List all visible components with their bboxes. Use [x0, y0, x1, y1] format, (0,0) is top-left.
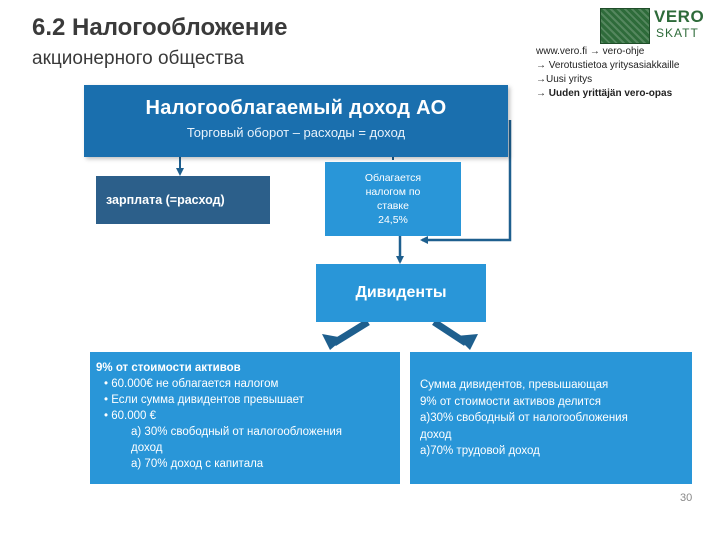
excess-line: а)70% трудовой доход — [420, 445, 540, 457]
slide-title: 6.2 Налогообложение — [32, 14, 288, 41]
bullet-item: • 60.000€ не облагается налогом — [104, 378, 279, 390]
excess-line: Сумма дивидентов, превышающая — [420, 379, 609, 391]
tax-rate-box — [325, 162, 461, 236]
salary-box: зарплата (=расход) — [96, 176, 270, 224]
asset-threshold-box — [90, 352, 400, 484]
dividends-box: Дивиденты — [316, 264, 486, 322]
sub-item: а) 30% свободный от налогообложения — [131, 426, 343, 438]
sub-item: а) 70% доход с капитала — [131, 458, 264, 470]
tax-rate-line: ставке — [377, 200, 409, 212]
link-uusi-yritys[interactable]: →Uusi yritys — [536, 74, 593, 85]
taxable-income-formula: Торговый оборот – расходы = доход — [186, 125, 406, 140]
sub-item: доход — [131, 442, 163, 454]
asset-threshold-heading: 9% от стоимости активов — [96, 362, 241, 374]
excess-line: доход — [420, 428, 452, 441]
excess-dividends-box — [410, 352, 692, 484]
page-number: 30 — [680, 492, 693, 504]
tax-rate-value: 24,5% — [378, 214, 408, 226]
taxable-income-box — [84, 85, 508, 157]
taxable-income-title: Налогооблагаемый доход АО — [145, 97, 447, 119]
slide-subtitle: акционерного общества — [32, 48, 245, 69]
excess-line: 9% от стоимости активов делится — [420, 395, 601, 408]
bullet-item: • 60.000 € — [104, 410, 156, 422]
excess-line: а)30% свободный от налогообложения — [420, 412, 628, 424]
bullet-item: • Если сумма дивидентов превышает — [104, 394, 304, 406]
link-verotustietoa[interactable]: → Verotustietoa yritysasiakkaille — [536, 60, 680, 71]
logo-vero-text: VERO — [654, 7, 705, 26]
link-vero-opas[interactable]: → Uuden yrittäjän vero-opas — [536, 88, 673, 99]
link-vero-ohje[interactable]: www.vero.fi → vero-ohje — [536, 46, 645, 57]
tax-rate-line: Облагается — [364, 172, 422, 184]
tax-rate-line: налогом по — [365, 186, 421, 198]
logo-skatt-text: SKATT — [656, 26, 699, 40]
